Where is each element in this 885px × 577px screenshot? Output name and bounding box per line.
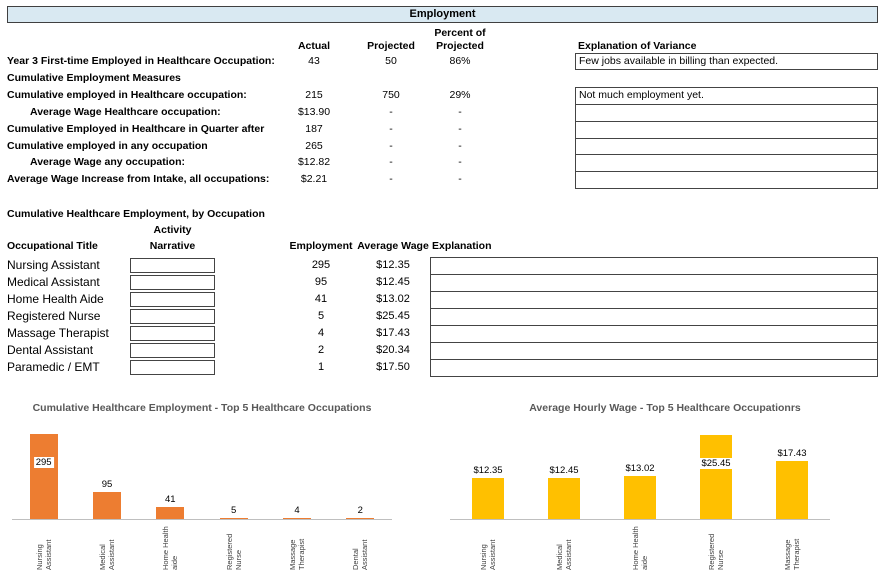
- actual-value: 215: [305, 89, 323, 101]
- percent-value: 29%: [449, 89, 471, 101]
- activity-narrative-cell[interactable]: [130, 292, 215, 307]
- row-label: Cumulative employed in Healthcare occupation:: [7, 89, 247, 101]
- chart-average-hourly-wage: [450, 398, 880, 575]
- actual-value: $13.90: [297, 106, 331, 118]
- header-occupational-title: Occupational Title: [7, 240, 98, 252]
- header-employment: Employment: [289, 240, 353, 252]
- activity-narrative-cell[interactable]: [130, 343, 215, 358]
- bar-slot: [329, 433, 392, 519]
- activity-narrative-cell[interactable]: [130, 326, 215, 341]
- header-explanation: Explanation: [432, 240, 492, 252]
- employment-value: 2: [317, 344, 325, 356]
- bar-slot: [678, 420, 754, 519]
- data-label: 5: [230, 505, 237, 516]
- projected-value: -: [389, 140, 393, 152]
- wage-value: $25.45: [376, 310, 410, 322]
- x-axis-labels: [450, 522, 830, 574]
- category-label: Massage Therapist: [783, 538, 801, 570]
- projected-value: 50: [385, 55, 397, 67]
- category-label: Medical Assistant: [555, 539, 573, 570]
- percent-value: -: [458, 123, 462, 135]
- bar: [776, 461, 808, 519]
- category-label: Massage Therapist: [287, 538, 306, 570]
- activity-narrative-cell[interactable]: [130, 309, 215, 324]
- bar: [30, 434, 58, 519]
- bar-slot: [602, 420, 678, 519]
- explanation-cell[interactable]: [575, 121, 878, 139]
- category-label: Nursing Assistant: [34, 539, 53, 570]
- header-explanation-of-variance: Explanation of Variance: [578, 40, 697, 52]
- percent-value: -: [458, 173, 462, 185]
- header-narrative: Narrative: [149, 240, 196, 252]
- explanation-cell[interactable]: [575, 171, 878, 189]
- explanation-cell[interactable]: [430, 342, 878, 360]
- occupation-row: [0, 325, 885, 342]
- data-label: 95: [101, 479, 113, 490]
- bar-slot: [139, 433, 202, 519]
- category-label: Dental Assistant: [351, 539, 370, 570]
- projected-value: -: [389, 173, 393, 185]
- bar-slot: [526, 420, 602, 519]
- percent-value: 86%: [449, 55, 471, 67]
- bar-slot: [754, 420, 830, 519]
- data-label: 2: [357, 505, 363, 516]
- employment-value: 295: [311, 259, 331, 271]
- category-label: Home Health aide: [161, 526, 180, 570]
- percent-value: -: [458, 106, 462, 118]
- occupation-title: Medical Assistant: [7, 275, 100, 289]
- bar: [624, 476, 656, 519]
- row-label: Average Wage Healthcare occupation:: [30, 106, 221, 118]
- activity-narrative-cell[interactable]: [130, 258, 215, 273]
- row-label: Average Wage Increase from Intake, all occupations:: [7, 173, 270, 185]
- category-label: Registered Nurse: [224, 533, 243, 570]
- projected-value: -: [389, 156, 393, 168]
- explanation-cell[interactable]: [430, 308, 878, 326]
- actual-value: 265: [305, 140, 323, 152]
- chart-title: Cumulative Healthcare Employment - Top 5 Healthcare Occupations: [32, 402, 372, 414]
- data-label: $17.43: [777, 448, 807, 459]
- bar: [346, 518, 374, 519]
- occupation-row: [0, 308, 885, 325]
- variance-row-measures-heading: [0, 70, 885, 86]
- header-activity: Activity: [153, 224, 192, 236]
- row-label: Average Wage any occupation:: [30, 156, 186, 168]
- explanation-cell[interactable]: [430, 274, 878, 292]
- employment-value: 41: [314, 293, 328, 305]
- plot-area: [12, 433, 392, 520]
- plot-area: [450, 420, 830, 520]
- bar: [548, 478, 580, 519]
- data-label: $25.45: [701, 458, 731, 469]
- data-label: 41: [165, 494, 176, 505]
- occupation-row: [0, 274, 885, 291]
- activity-narrative-cell[interactable]: [130, 275, 215, 290]
- bar: [700, 435, 732, 519]
- explanation-cell[interactable]: [430, 257, 878, 275]
- occupation-title: Massage Therapist: [7, 326, 109, 340]
- explanation-cell[interactable]: Not much employment yet.: [575, 87, 878, 105]
- actual-value: $12.82: [297, 156, 331, 168]
- employment-value: 95: [314, 276, 328, 288]
- employment-value: 5: [317, 310, 325, 322]
- row-label: Cumulative Employment Measures: [7, 72, 181, 84]
- wage-value: $12.35: [376, 259, 410, 271]
- bar-slot: [450, 420, 526, 519]
- explanation-cell[interactable]: Few jobs available in billing than expected.: [575, 53, 878, 70]
- data-label: $12.45: [549, 465, 579, 476]
- row-label: Cumulative employed in any occupation: [7, 140, 208, 152]
- category-label: Medical Assistant: [97, 539, 116, 570]
- data-label: $12.35: [473, 465, 503, 476]
- projected-value: 750: [382, 89, 400, 101]
- actual-value: 43: [308, 55, 320, 67]
- actual-value: $2.21: [300, 173, 328, 185]
- bar: [93, 492, 121, 519]
- occupation-row: [0, 342, 885, 359]
- projected-value: -: [389, 106, 393, 118]
- row-label: Cumulative Employed in Healthcare in Quarter after: [7, 123, 265, 135]
- data-label: $13.02: [625, 463, 655, 474]
- projected-value: -: [389, 123, 393, 135]
- wage-value: $17.50: [376, 361, 410, 373]
- sheet-section-title: Employment: [7, 6, 878, 23]
- wage-value: $12.45: [376, 276, 410, 288]
- category-label: Home Health aide: [631, 526, 649, 570]
- row-label: Year 3 First-time Employed in Healthcare Occupation:: [7, 55, 275, 67]
- bar-slot: [265, 433, 328, 519]
- bar-slot: [202, 433, 265, 519]
- occupation-title: Home Health Aide: [7, 292, 104, 306]
- occupation-title: Registered Nurse: [7, 309, 101, 323]
- wage-value: $13.02: [376, 293, 410, 305]
- employment-value: 4: [317, 327, 325, 339]
- x-axis-labels: [12, 522, 392, 574]
- bar: [283, 518, 311, 519]
- wage-value: $17.43: [376, 327, 410, 339]
- percent-value: -: [458, 156, 462, 168]
- employment-value: 1: [317, 361, 325, 373]
- header-actual: Actual: [297, 40, 331, 52]
- data-label: 4: [294, 505, 300, 516]
- percent-value: -: [458, 140, 462, 152]
- occupation-row: [0, 257, 885, 274]
- chart-cumulative-healthcare-employment: [10, 398, 394, 575]
- activity-narrative-cell[interactable]: [130, 360, 215, 375]
- bar-slot: [75, 433, 138, 519]
- chart-title: Average Hourly Wage - Top 5 Healthcare Occupationrs: [529, 402, 801, 414]
- wage-value: $20.34: [376, 344, 410, 356]
- category-label: Registered Nurse: [707, 533, 725, 570]
- occupation-row: [0, 359, 885, 376]
- explanation-cell[interactable]: [430, 325, 878, 343]
- actual-value: 187: [305, 123, 323, 135]
- bar: [156, 507, 184, 519]
- explanation-cell[interactable]: [575, 104, 878, 122]
- explanation-cell[interactable]: [430, 291, 878, 309]
- occupation-title: Nursing Assistant: [7, 258, 100, 272]
- occupation-title: Dental Assistant: [7, 343, 94, 357]
- data-label: 295: [35, 457, 52, 468]
- occupation-section-title: Cumulative Healthcare Employment, by Occupation: [7, 208, 265, 220]
- bar: [472, 478, 504, 519]
- explanation-cell[interactable]: [430, 359, 878, 377]
- occupation-title: Paramedic / EMT: [7, 360, 100, 374]
- explanation-cell[interactable]: [575, 154, 878, 172]
- bar-slot: [12, 433, 75, 519]
- header-average-wage: Average Wage: [357, 240, 429, 252]
- header-percent-of: Percent of: [434, 27, 486, 39]
- category-label: Nursing Assistant: [479, 539, 497, 570]
- header-projected: Projected: [367, 40, 415, 52]
- occupation-row: [0, 291, 885, 308]
- header-percent-projected: Projected: [436, 40, 484, 52]
- bar: [220, 518, 248, 519]
